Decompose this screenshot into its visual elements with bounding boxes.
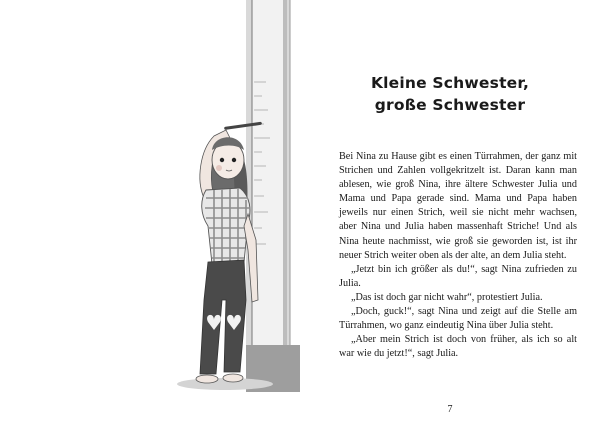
chapter-body	[339, 150, 577, 361]
cheek	[216, 165, 222, 171]
foot-right	[223, 374, 243, 382]
chapter-title	[322, 72, 578, 116]
door-frame-edge	[283, 0, 287, 385]
right-page-text	[300, 0, 600, 425]
paragraph-1: Bei Nina zu Hause gibt es einen Türrahmen, der ganz mit Strichen und Zahlen vollgekritzelt ist. Daran kann man ablesen, wie groß Nina, ihre ältere Schwester Julia und Mama und Papa gerade sind. Mama und Papa haben jeweils nur einen Strich, weil sie nicht mehr wachsen, aber Nina und Julia haben massenhaft Striche! Und als Nina heute nachmisst, wie groß sie geworden ist, ist ihr neuer Strich weiter oben als der alte, an dem Julia steht.	[339, 151, 577, 261]
chapter-title-line-2: große Schwester	[374, 96, 526, 115]
door-frame	[252, 0, 286, 385]
page-number: 7	[447, 404, 453, 415]
eye-right	[232, 158, 236, 162]
paragraph-5: „Aber mein Strich ist doch von früher, als ich so alt war wie du jetzt!“, sagt Julia.	[339, 334, 577, 360]
chapter-title-line-1: Kleine Schwester,	[370, 74, 530, 93]
paragraph-3: „Das ist doch gar nicht wahr“, protestiert Julia.	[351, 291, 543, 303]
paragraph-2: „Jetzt bin ich größer als du!“, sagt Nina zufrieden zu Julia.	[339, 263, 577, 289]
paragraph-4: „Doch, guck!“, sagt Nina und zeigt auf die Stelle am Türrahmen, wo ganz eindeutig Nina über Julia steht.	[339, 306, 577, 332]
eye-left	[220, 158, 224, 162]
checked-shirt	[202, 188, 250, 264]
foot-left	[196, 375, 218, 383]
